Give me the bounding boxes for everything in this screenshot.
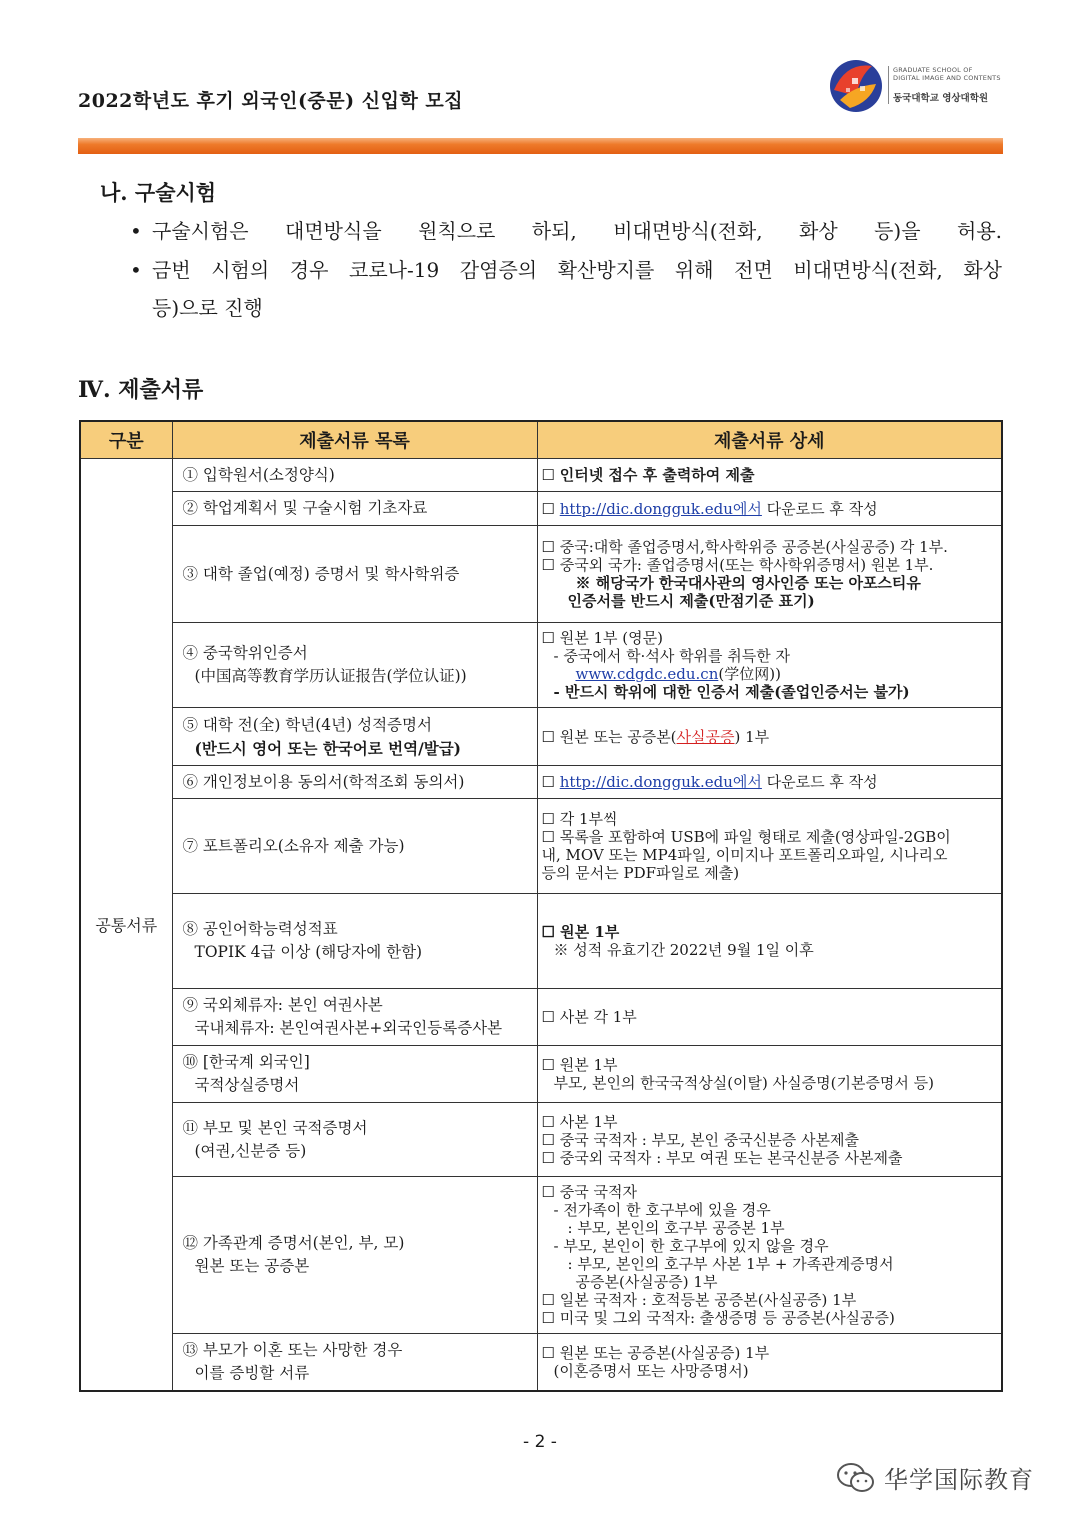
logo-english-name: [893, 66, 1001, 82]
document-item-line: TOPIK 4급 이상 (해당자에 한함): [194, 943, 423, 961]
page-number: - 2 -: [523, 1432, 557, 1452]
document-item-cell: [172, 459, 537, 492]
document-item-line: 국내체류자: 본인여권사본+외국인등록증사본: [194, 1019, 503, 1037]
document-detail-cell: [537, 1177, 1002, 1334]
bullet-dot: •: [130, 258, 142, 282]
document-detail-line: [542, 466, 998, 484]
document-detail-line: ☐ 목록을 포함하여 USB에 파일 형태로 제출(영상파일-2GB이: [541, 828, 951, 846]
bullet-text: 금번 시험의 경우 코로나-19 감염증의 확산방지를 위해 전면 비대면방식(전화, 화상: [152, 258, 1002, 282]
table-row: [80, 492, 1002, 526]
document-detail-line: ☐ 미국 및 그외 국적자: 출생증명 등 공증본(사실공증): [541, 1309, 895, 1327]
document-detail-cell: [537, 459, 1002, 492]
document-detail-cell: [537, 492, 1002, 526]
document-item-line: ⑧ 공인어학능력성적표: [182, 920, 338, 938]
document-item-line: ⑥ 개인정보이용 동의서(학적조회 동의서): [182, 772, 465, 791]
table-header-row: [80, 421, 1002, 459]
table-row: [80, 1334, 1002, 1391]
document-item-line: ⑩ [한국계 외국인]: [182, 1053, 310, 1071]
document-detail-line: (이혼증명서 또는 사망증명서): [553, 1361, 749, 1380]
document-detail-cell: [537, 799, 1002, 894]
table-row: [80, 989, 1002, 1046]
document-title: 2022학년도 후기 외국인(중문) 신입학 모집: [78, 90, 464, 112]
document-item-line: ⑦ 포트폴리오(소유자 제출 가능): [182, 836, 405, 855]
documents-table: [79, 420, 1003, 1392]
document-detail-line: 부모, 본인의 한국국적상실(이탈) 사실증명(기본증명서 등): [553, 1074, 935, 1092]
document-detail-line: - 중국에서 학·석사 학위를 취득한 자: [553, 647, 791, 665]
document-detail-cell: [537, 894, 1002, 989]
document-detail-line: 등의 문서는 PDF파일로 제출): [541, 864, 740, 882]
document-item-line: ⑬ 부모가 이혼 또는 사망한 경우: [182, 1340, 403, 1359]
document-item-cell: [172, 1334, 537, 1391]
bullet-dot: •: [130, 219, 142, 243]
wechat-icon: [836, 1462, 876, 1494]
detail-text: ☐ 원본 또는 공증본(: [541, 727, 677, 746]
section-heading: Ⅳ. 제출서류: [78, 377, 204, 403]
document-detail-line: ☐ 원본 1부: [541, 923, 620, 941]
document-detail-line: [542, 500, 998, 518]
document-item-line: ② 학업계획서 및 구술시험 기초자료: [182, 499, 428, 517]
document-detail-line: ☐ 원본 1부 (영문): [541, 629, 663, 647]
document-detail-line: 인증서를 반드시 제출(만점기준 표기): [567, 592, 815, 610]
document-item-line: (中国高等教育学历认证报告(学位认证)): [194, 667, 467, 685]
detail-text: ) 1부: [734, 727, 770, 746]
document-item-cell: [172, 1103, 537, 1177]
category-cell: 공통서류: [80, 459, 172, 1391]
document-detail-line: ☐ 중국 국적자 : 부모, 본인 중국신분증 사본제출: [541, 1130, 859, 1149]
document-item-line: ⑪ 부모 및 본인 국적증명서: [182, 1118, 368, 1137]
document-detail-cell: [537, 989, 1002, 1046]
document-detail-cell: [537, 526, 1002, 623]
detail-text: 다운로드 후 작성: [761, 773, 878, 791]
document-item-cell: [172, 989, 537, 1046]
document-item-cell: [172, 1046, 537, 1103]
university-logo-icon: [826, 56, 884, 114]
table-row: [80, 1177, 1002, 1334]
document-detail-cell: [537, 708, 1002, 766]
document-detail-line: ※ 해당국가 한국대사관의 영사인증 또는 아포스티유: [575, 574, 921, 592]
document-detail-line: - 전가족이 한 호구부에 있을 경우: [553, 1201, 771, 1219]
document-detail-line: : 부모, 본인의 호구부 사본 1부 + 가족관계증명서: [567, 1255, 894, 1273]
document-item-line: (여권,신분증 등): [194, 1141, 307, 1160]
table-row: [80, 1103, 1002, 1177]
download-link[interactable]: http://dic.dongguk.edu에서: [559, 773, 762, 791]
document-item-cell: [172, 1177, 537, 1334]
oral-exam-heading: 나. 구술시험: [100, 180, 217, 205]
document-item-line: 원본 또는 공증본: [194, 1257, 310, 1275]
document-detail-line: 내, MOV 또는 MP4파일, 이미지나 포트폴리오파일, 시나리오: [541, 846, 948, 864]
detail-text: ☐: [541, 499, 560, 518]
university-logo: [826, 56, 1006, 114]
document-detail-cell: [537, 1103, 1002, 1177]
document-detail-cell: [537, 1334, 1002, 1391]
table-row: [80, 623, 1002, 708]
document-item-line: 이를 증빙할 서류: [194, 1363, 310, 1382]
header-accent-bar: [78, 138, 1003, 154]
document-detail-line: - 부모, 본인이 한 호구부에 있지 않을 경우: [553, 1237, 829, 1255]
document-detail-line: ☐ 각 1부씩: [541, 810, 618, 828]
document-detail-line: [542, 773, 998, 791]
document-detail-line: ※ 성적 유효기간 2022년 9월 1일 이후: [553, 941, 814, 959]
bullet-text: 구술시험은 대면방식을 원칙으로 하되, 비대면방식(전화, 화상 등)을 허용.: [152, 219, 1002, 243]
document-item-cell: [172, 623, 537, 708]
document-detail-cell: [537, 623, 1002, 708]
document-item-cell: [172, 708, 537, 766]
document-item-line: ⑫ 가족관계 증명서(본인, 부, 모): [182, 1234, 405, 1252]
document-detail-line: ☐ 사본 각 1부: [541, 1008, 637, 1026]
oral-exam-bullet-1: [130, 212, 1002, 250]
logo-korean-name: 동국대학교 영상대학원: [893, 93, 989, 104]
table-row: [80, 526, 1002, 623]
document-item-cell: [172, 492, 537, 526]
document-detail-line: [542, 665, 998, 683]
document-item-cell: [172, 526, 537, 623]
document-detail-line: ☐ 중국외 국가: 졸업증명서(또는 학사학위증명서) 원본 1부.: [541, 556, 934, 574]
document-item-line: ⑨ 국외체류자: 본인 여권사본: [182, 996, 383, 1014]
bullet-text-continued: 등)으로 진행: [152, 296, 263, 320]
document-detail-line: ☐ 원본 또는 공증본(사실공증) 1부: [541, 1343, 770, 1362]
logo-en-line-1: GRADUATE SCHOOL OF: [893, 66, 973, 74]
document-item-line: ① 입학원서(소정양식): [182, 465, 335, 484]
table-row: [80, 766, 1002, 799]
document-detail-line: ☐ 일본 국적자 : 호적등본 공증본(사실공증) 1부: [541, 1291, 857, 1309]
detail-text: ☐: [541, 773, 560, 791]
logo-en-line-2: DIGITAL IMAGE AND CONTENTS: [893, 74, 1001, 82]
document-item-cell: [172, 894, 537, 989]
watermark-text: 华学国际教育: [884, 1466, 1034, 1494]
logo-divider: [888, 66, 889, 104]
detail-text: 인터넷 접수 후 출력하여 제출: [559, 466, 755, 484]
document-detail-line: ☐ 중국외 국적자 : 부모 여권 또는 본국신분증 사본제출: [541, 1148, 903, 1167]
detail-text: (学位网)): [718, 665, 781, 683]
document-item-line: ④ 중국학위인증서: [182, 644, 308, 662]
document-detail-line: [542, 728, 998, 746]
table-row: [80, 459, 1002, 492]
document-detail-line: ☐ 중국 국적자: [541, 1183, 637, 1201]
table-row: [80, 1046, 1002, 1103]
table-row: [80, 799, 1002, 894]
watermark: [836, 1460, 1034, 1495]
table-row: [80, 708, 1002, 766]
document-item-line: (반드시 영어 또는 한국어로 번역/발급): [194, 738, 462, 758]
document-detail-line: ☐ 사본 1부: [541, 1112, 618, 1131]
document-item-line: ③ 대학 졸업(예정) 증명서 및 학사학위증: [182, 564, 460, 583]
document-item-line: 국적상실증명서: [194, 1076, 300, 1094]
document-detail-line: - 반드시 학위에 대한 인증서 제출(졸업인증서는 불가): [553, 683, 910, 701]
document-detail-line: 공증본(사실공증) 1부: [575, 1273, 718, 1291]
document-item-line: ⑤ 대학 전(全) 학년(4년) 성적증명서: [182, 715, 432, 734]
download-link[interactable]: http://dic.dongguk.edu에서: [559, 499, 762, 518]
col-header-list: 제출서류 목록: [172, 421, 537, 459]
document-detail-cell: [537, 1046, 1002, 1103]
cdgdc-link[interactable]: www.cdgdc.edu.cn: [575, 665, 719, 683]
col-header-detail: 제출서류 상세: [537, 421, 1002, 459]
table-row: [80, 894, 1002, 989]
oral-exam-bullet-2: [130, 251, 1002, 327]
document-item-cell: [172, 799, 537, 894]
document-detail-cell: [537, 766, 1002, 799]
highlighted-notarization: 사실공증: [676, 727, 735, 746]
document-detail-line: ☐ 중국:대학 졸업증명서,학사학위증 공증본(사실공증) 각 1부.: [541, 538, 948, 556]
col-header-category: 구분: [80, 421, 172, 459]
detail-text: 다운로드 후 작성: [761, 499, 878, 518]
document-detail-line: : 부모, 본인의 호구부 공증본 1부: [567, 1219, 785, 1237]
document-detail-line: ☐ 원본 1부: [541, 1056, 618, 1074]
document-item-cell: [172, 766, 537, 799]
detail-text: ☐: [541, 466, 560, 484]
